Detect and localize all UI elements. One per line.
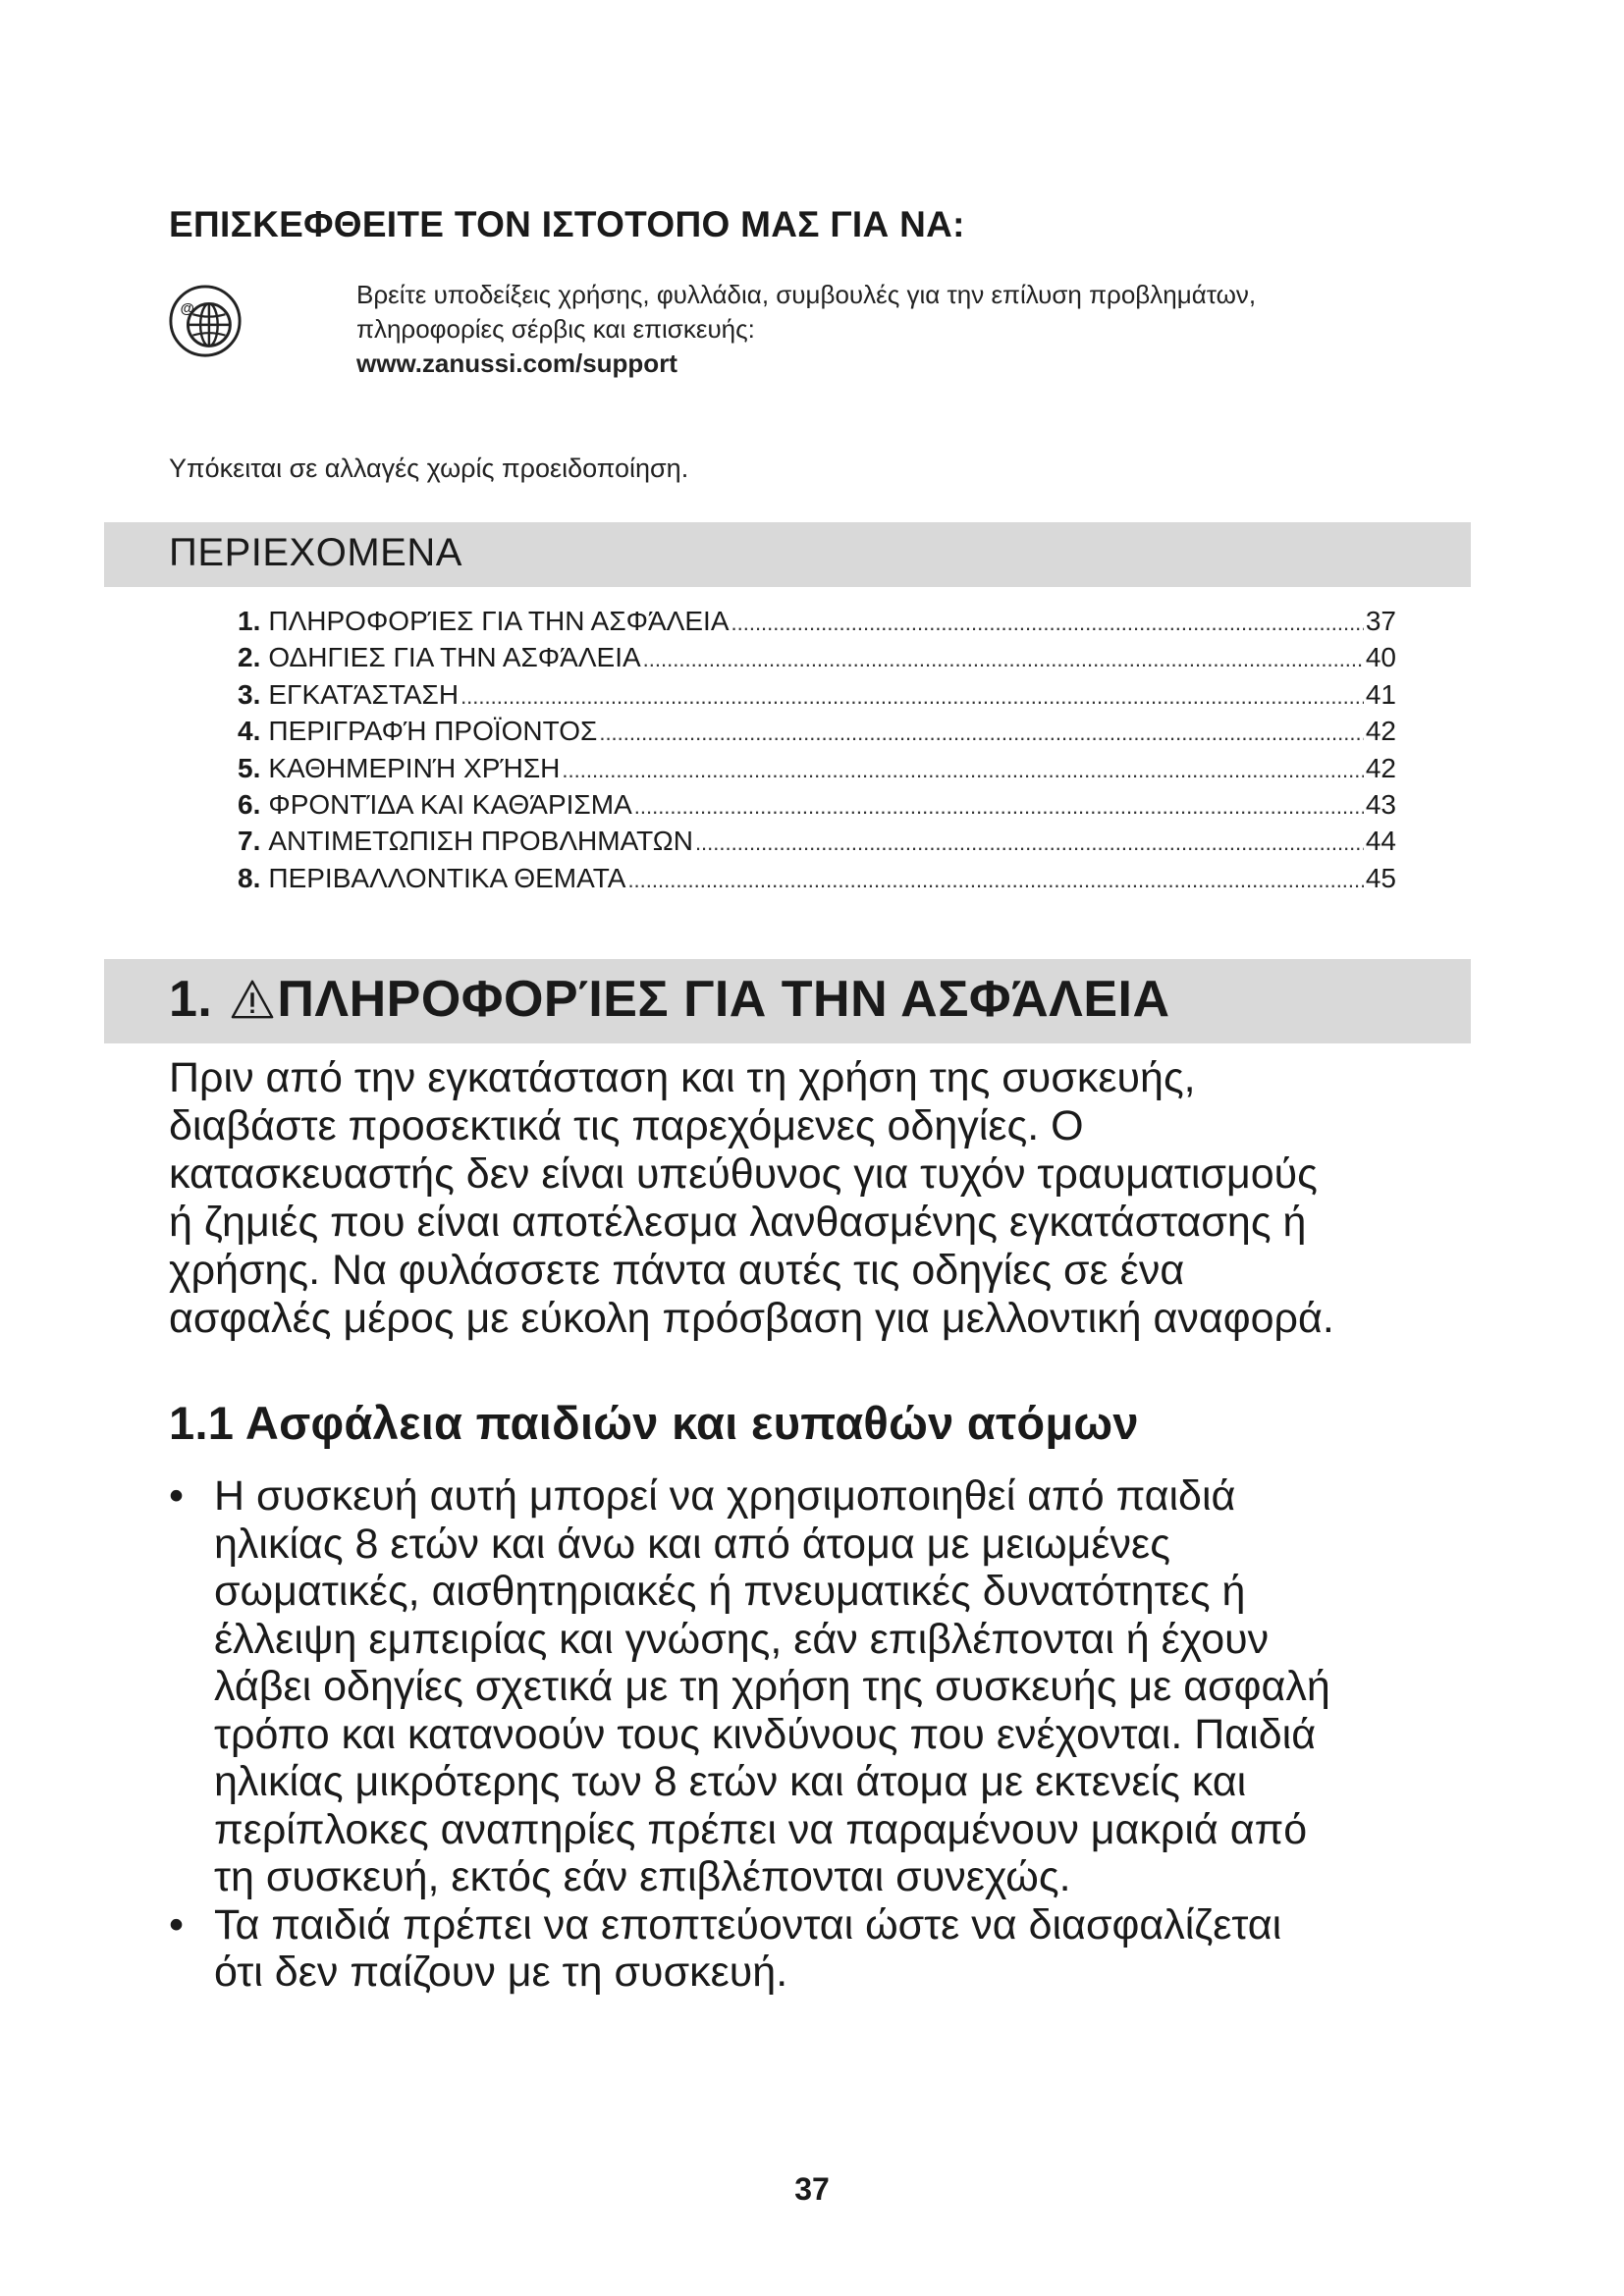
paragraph-line: κατασκευαστής δεν είναι υπεύθυνος για τυχόν τραυματισμούς <box>169 1150 1318 1198</box>
globe-web-icon <box>167 283 244 359</box>
table-of-contents <box>238 603 1396 896</box>
toc-item-page: 42 <box>1365 716 1396 747</box>
toc-leader-dots <box>562 752 1363 788</box>
toc-item[interactable] <box>238 786 1396 823</box>
bullet-dot: • <box>169 1900 185 1949</box>
visit-description <box>356 278 1486 381</box>
section-number: 1. <box>169 971 213 1028</box>
bullet-line: ηλικίας 8 ετών και άνω και από άτομα με μειωμένες <box>214 1520 1170 1568</box>
safety-intro-paragraph <box>169 1054 1475 1343</box>
paragraph-line: διαβάστε προσεκτικά τις παρεχόμενες οδηγίες. Ο <box>169 1102 1084 1149</box>
bullet-line: ηλικίας μικρότερης των 8 ετών και άτομα με εκτενείς και <box>214 1758 1247 1805</box>
toc-leader-dots <box>731 605 1364 641</box>
toc-leader-dots <box>643 641 1364 677</box>
toc-item-number: 1. <box>238 606 261 636</box>
toc-item[interactable] <box>238 713 1396 749</box>
subsection-title: 1.1 Ασφάλεια παιδιών και ευπαθών ατόμων <box>169 1397 1139 1449</box>
bullet-line: λάβει οδηγίες σχετικά με τη χρήση της συσκευής με ασφαλή <box>214 1663 1330 1710</box>
change-notice: Υπόκειται σε αλλαγές χωρίς προειδοποίηση. <box>169 454 689 483</box>
toc-item-label: ΠΕΡΙΓΡΑΦΉ ΠΡΟΪΟΝΤΟΣ <box>268 716 598 747</box>
toc-item-page: 43 <box>1365 788 1396 820</box>
bullet-line: Η συσκευή αυτή μπορεί να χρησιμοποιηθεί από παιδιά <box>214 1472 1236 1520</box>
toc-item-number: 5. <box>238 752 261 783</box>
warning-triangle-icon <box>230 978 275 1021</box>
child-safety-bullet-list <box>169 1472 1475 1997</box>
paragraph-line: ασφαλές μέρος με εύκολη πρόσβαση για μελλοντική αναφορά. <box>169 1295 1334 1342</box>
toc-leader-dots <box>627 862 1363 898</box>
paragraph-line: χρήσης. Να φυλάσσετε πάντα αυτές τις οδηγίες σε ένα <box>169 1247 1185 1294</box>
toc-item[interactable] <box>238 639 1396 675</box>
bullet-line: σωματικές, αισθητηριακές ή πνευματικές δυνατότητες ή <box>214 1568 1246 1615</box>
toc-item-label: ΚΑΘΗΜΕΡΙΝΉ ΧΡΉΣΗ <box>268 752 561 783</box>
toc-item[interactable] <box>238 676 1396 713</box>
toc-item-number: 3. <box>238 678 261 710</box>
visit-text-line: πληροφορίες σέρβις και επισκευής: <box>356 314 755 344</box>
bullet-line: ότι δεν παίζουν με τη συσκευή. <box>214 1949 788 1996</box>
toc-item-label: ΑΝΤΙΜΕΤΩΠΙΣΗ ΠΡΟΒΛΗΜΑΤΩΝ <box>268 826 693 857</box>
toc-item[interactable] <box>238 823 1396 859</box>
toc-item-number: 4. <box>238 716 261 747</box>
svg-text:@: @ <box>180 301 194 318</box>
toc-item[interactable] <box>238 750 1396 786</box>
toc-title: ΠΕΡΙΕΧΟΜΕΝΑ <box>169 531 462 574</box>
support-url-link[interactable]: www.zanussi.com/support <box>356 348 677 378</box>
page-number: 37 <box>794 2171 830 2207</box>
bullet-item <box>169 1901 1475 1997</box>
section-1-heading <box>169 970 1170 1029</box>
visit-text-line: Βρείτε υποδείξεις χρήσης, φυλλάδια, συμβουλές για την επίλυση προβλημάτων, <box>356 280 1257 309</box>
toc-item-label: ΠΕΡΙΒΑΛΛΟΝΤΙΚΑ ΘΕΜΑΤΑ <box>268 862 626 893</box>
toc-leader-dots <box>634 788 1364 825</box>
visit-website-heading: ΕΠΙΣΚΕΦΘΕΙΤΕ ΤΟΝ ΙΣΤΟΤΟΠΟ ΜΑΣ ΓΙΑ ΝΑ: <box>169 204 965 244</box>
toc-item[interactable] <box>238 603 1396 639</box>
toc-item[interactable] <box>238 860 1396 896</box>
bullet-item <box>169 1472 1475 1901</box>
toc-item-page: 44 <box>1365 826 1396 857</box>
toc-leader-dots <box>460 678 1364 715</box>
toc-item-number: 6. <box>238 788 261 820</box>
toc-item-page: 37 <box>1365 606 1396 636</box>
toc-item-number: 2. <box>238 642 261 673</box>
toc-item-number: 8. <box>238 862 261 893</box>
section-title: ΠΛΗΡΟΦΟΡΊΕΣ ΓΙΑ ΤΗΝ ΑΣΦΆΛΕΙΑ <box>277 971 1170 1028</box>
toc-item-page: 41 <box>1365 678 1396 710</box>
paragraph-line: Πριν από την εγκατάσταση και τη χρήση της συσκευής, <box>169 1054 1196 1101</box>
bullet-line: έλλειψη εμπειρίας και γνώσης, εάν επιβλέπονται ή έχουν <box>214 1615 1270 1663</box>
paragraph-line: ή ζημιές που είναι αποτέλεσμα λανθασμένης εγκατάστασης ή <box>169 1199 1307 1246</box>
bullet-line: περίπλοκες αναπηρίες πρέπει να παραμένουν μακριά από <box>214 1805 1308 1853</box>
bullet-line: τρόπο και κατανοούν τους κινδύνους που ενέχονται. Παιδιά <box>214 1710 1317 1758</box>
toc-item-label: ΕΓΚΑΤΆΣΤΑΣΗ <box>268 678 460 710</box>
toc-item-page: 42 <box>1365 752 1396 783</box>
bullet-dot: • <box>169 1472 185 1520</box>
toc-item-label: ΦΡΟΝΤΊΔΑ ΚΑΙ ΚΑΘΆΡΙΣΜΑ <box>268 788 632 820</box>
bullet-line: τη συσκευή, εκτός εάν επιβλέπονται συνεχώς. <box>214 1853 1071 1900</box>
toc-item-page: 45 <box>1365 862 1396 893</box>
toc-item-page: 40 <box>1365 642 1396 673</box>
toc-leader-dots <box>599 715 1364 751</box>
toc-item-label: ΠΛΗΡΟΦΟΡΊΕΣ ΓΙΑ ΤΗΝ ΑΣΦΆΛΕΙΑ <box>268 606 730 636</box>
bullet-line: Τα παιδιά πρέπει να εποπτεύονται ώστε να διασφαλίζεται <box>214 1900 1282 1949</box>
toc-item-number: 7. <box>238 826 261 857</box>
toc-item-label: ΟΔΗΓΙΕΣ ΓΙΑ ΤΗΝ ΑΣΦΆΛΕΙΑ <box>268 642 641 673</box>
toc-leader-dots <box>695 825 1364 861</box>
